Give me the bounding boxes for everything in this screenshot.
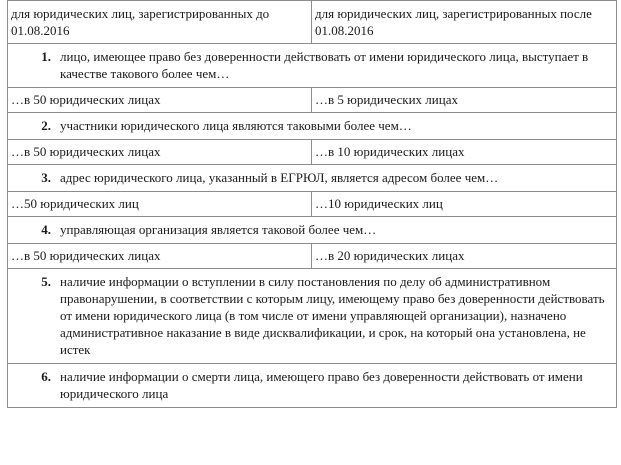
criterion-row-2 xyxy=(8,113,617,140)
criterion-text: управляющая организация является таковой более чем… xyxy=(60,222,377,237)
criterion-row-5 xyxy=(8,269,617,364)
threshold-after: …в 10 юридических лицах xyxy=(312,140,617,165)
criteria-table xyxy=(7,0,617,408)
criterion-row-6 xyxy=(8,364,617,408)
header-left: для юридических лиц, зарегистрированных до 01.08.2016 xyxy=(8,1,312,44)
criterion-row-4 xyxy=(8,217,617,244)
threshold-after: …в 5 юридических лицах xyxy=(312,88,617,113)
criterion-number: 5. xyxy=(41,274,51,289)
header-right: для юридических лиц, зарегистрированных после 01.08.2016 xyxy=(312,1,617,44)
criterion-row-3 xyxy=(8,165,617,192)
criterion-text: участники юридического лица являются таковыми более чем… xyxy=(60,118,412,133)
threshold-after: …10 юридических лиц xyxy=(312,192,617,217)
threshold-before: …50 юридических лиц xyxy=(8,192,312,217)
threshold-row-1 xyxy=(8,88,617,113)
threshold-before: …в 50 юридических лицах xyxy=(8,88,312,113)
criterion-text: наличие информации о вступлении в силу постановления по делу об административном правонарушении, в соответствии с которым лицу, имеющему право без доверенности действовать от имени юридического лица (в том числе от имени управляющей организации), назначено административное наказание в виде дисквалификации, и срок, на который она установлена, не истек xyxy=(60,274,605,357)
criterion-row-1 xyxy=(8,44,617,88)
threshold-row-3 xyxy=(8,192,617,217)
criterion-number: 1. xyxy=(41,49,51,64)
header-row xyxy=(8,1,617,44)
criterion-number: 2. xyxy=(41,118,51,133)
threshold-before: …в 50 юридических лицах xyxy=(8,244,312,269)
criterion-number: 4. xyxy=(41,222,51,237)
criterion-text: наличие информации о смерти лица, имеющего право без доверенности действовать от имени юридического лица xyxy=(60,369,583,401)
threshold-after: …в 20 юридических лицах xyxy=(312,244,617,269)
criterion-number: 6. xyxy=(41,369,51,384)
criterion-text: адрес юридического лица, указанный в ЕГРЮЛ, является адресом более чем… xyxy=(60,170,499,185)
threshold-before: …в 50 юридических лицах xyxy=(8,140,312,165)
threshold-row-2 xyxy=(8,140,617,165)
criterion-text: лицо, имеющее право без доверенности действовать от имени юридического лица, выступает в качестве такового более чем… xyxy=(60,49,589,81)
threshold-row-4 xyxy=(8,244,617,269)
criterion-number: 3. xyxy=(41,170,51,185)
